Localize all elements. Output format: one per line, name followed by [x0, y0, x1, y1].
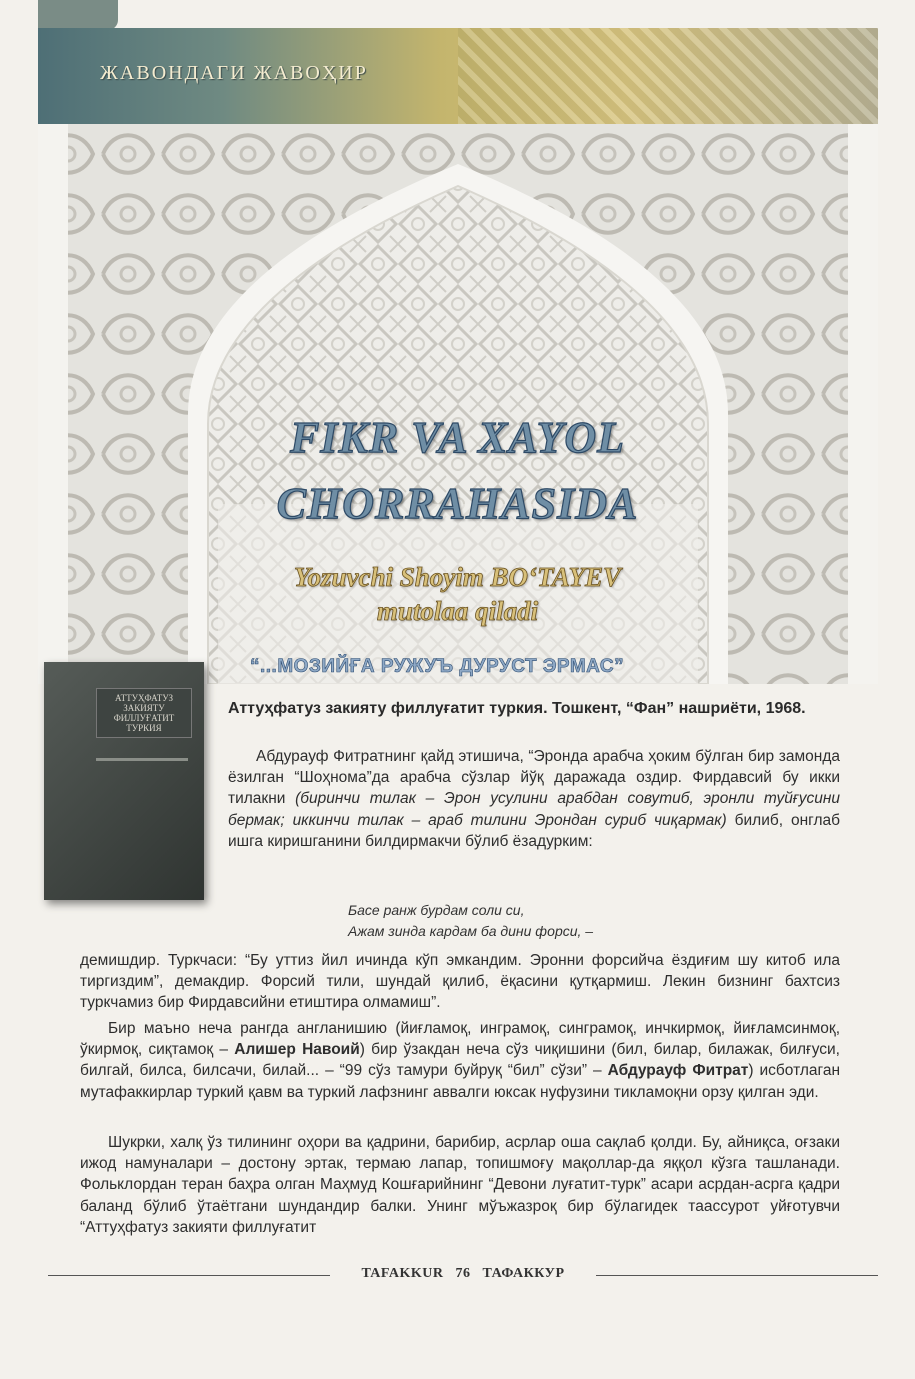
paragraph-3-text-c: ) исботлаган мутафаккирлар туркий қавм ва туркий лафзнинг аввалги юксак нуфузини тикламоқни орзу қилган эди.	[80, 1062, 840, 1101]
author-line-1: Yozuvchi Shoyim BO‘TAYEV	[293, 562, 622, 592]
paragraph-3-text-b: ) бир ўзакдан неча сўз чиқишини (бил, билар, билажак, билғуси, билгай, билса, билсачи, билай... – “99 сўз тамури буйруқ “бил” сўзи” –	[80, 1041, 840, 1080]
article-title-line-2: CHORRAHASIDA	[276, 479, 639, 528]
header-tab	[38, 0, 118, 30]
verse-quote	[348, 900, 593, 942]
page-number: 76	[455, 1266, 471, 1281]
paragraph-3-text-a: Бир маъно неча рангда англанишию (йиғламоқ, инграмоқ, синграмоқ, инчкирмоқ, йиғламсинмоқ, ўкирмоқ, сиқтамоқ –	[80, 1020, 840, 1059]
article-title-line-1: FIKR VA XAYOL	[290, 413, 625, 462]
footer-rule-right	[596, 1275, 878, 1276]
book-cover-rule	[96, 758, 188, 761]
paragraph-1-text-a: Абдурауф Фитратнинг қайд этишича, “Эронда арабча ҳоким бўлган бир замонда ёзилган “Шоҳнома”да арабча сўзлар йўқ даражада оздир. Фирдавсий бу икки тилакни	[228, 748, 840, 808]
author-line-2: mutolaa qiladi	[376, 596, 539, 626]
paragraph-2: демишдир. Туркчаси: “Бу уттиз йил ичинда кўп эмкандим. Эронни форсийча ёздиғим шу китоб ила тиргиздим”, демакдир. Форсий тили, шундай қилиб, ёқасини қутқармиш. Лекин бизнинг бахтсиз туркчамиз бир Фирдавсийни етиштира олмамиш”.	[80, 952, 840, 1012]
paragraph-3-bold-2: Абдурауф Фитрат	[607, 1062, 749, 1080]
footer	[330, 1266, 596, 1282]
paragraph-4: Шукрки, халқ ўз тилининг оҳори ва қадрини, барибир, асрлар оша сақлаб қолди. Бу, айниқса, оғзаки ижод намуналари – достону эртак, термаю лапар, топишмоғу мақоллар-да яққол кўзга ташланади. Фольклордан теран баҳра олган Маҳмуд Кошғарийнинг “Девони луғатит-турк” асари асрдан-асрга қадри баланд бўлиб ўтаётгани шундандир балки. Унинг мўъжазроқ бир бўлагидек таассурот уйғотувчи “Аттуҳфатуз закияти филлуғатит	[80, 1134, 840, 1236]
section-title: ЖАВОНДАГИ ЖАВОҲИР	[100, 62, 368, 84]
footer-left-label: TAFAKKUR	[361, 1266, 444, 1281]
book-cover-image	[44, 662, 204, 900]
paragraph-1-text-b: билиб, онглаб ишга киришганини билдирмакчи бўлиб ёзадурким:	[228, 811, 840, 850]
footer-rule-left	[48, 1275, 330, 1276]
paragraph-3-bold-1: Алишер Навоий	[234, 1041, 360, 1059]
verse-line-2: Ажам зинда кардам ба дини форси, –	[348, 923, 594, 939]
article-subtitle: “...МОЗИЙҒА РУЖУЪ ДУРУСТ ЭРМАС”	[250, 656, 625, 677]
footer-right-label: ТАФАККУР	[482, 1266, 565, 1281]
paragraph-1-italic: (биринчи тилак – Эрон усулини арабдан совутиб, эронли туйғусини бермак; иккинчи тилак – араб тилини Эрондан суриб чиқармак)	[228, 790, 841, 829]
book-cover-title: АТТУҲФАТУЗ ЗАКИЯТУ ФИЛЛУҒАТИТ ТУРКИЯ	[96, 688, 192, 738]
paragraph-3	[80, 1018, 840, 1103]
verse-line-1: Басе ранж бурдам соли си,	[348, 902, 525, 918]
paragraph-1	[228, 746, 840, 852]
bibliography: Аттуҳфатуз закияту филлуғатит туркия. Тошкент, “Фан” нашриёти, 1968.	[228, 700, 806, 717]
